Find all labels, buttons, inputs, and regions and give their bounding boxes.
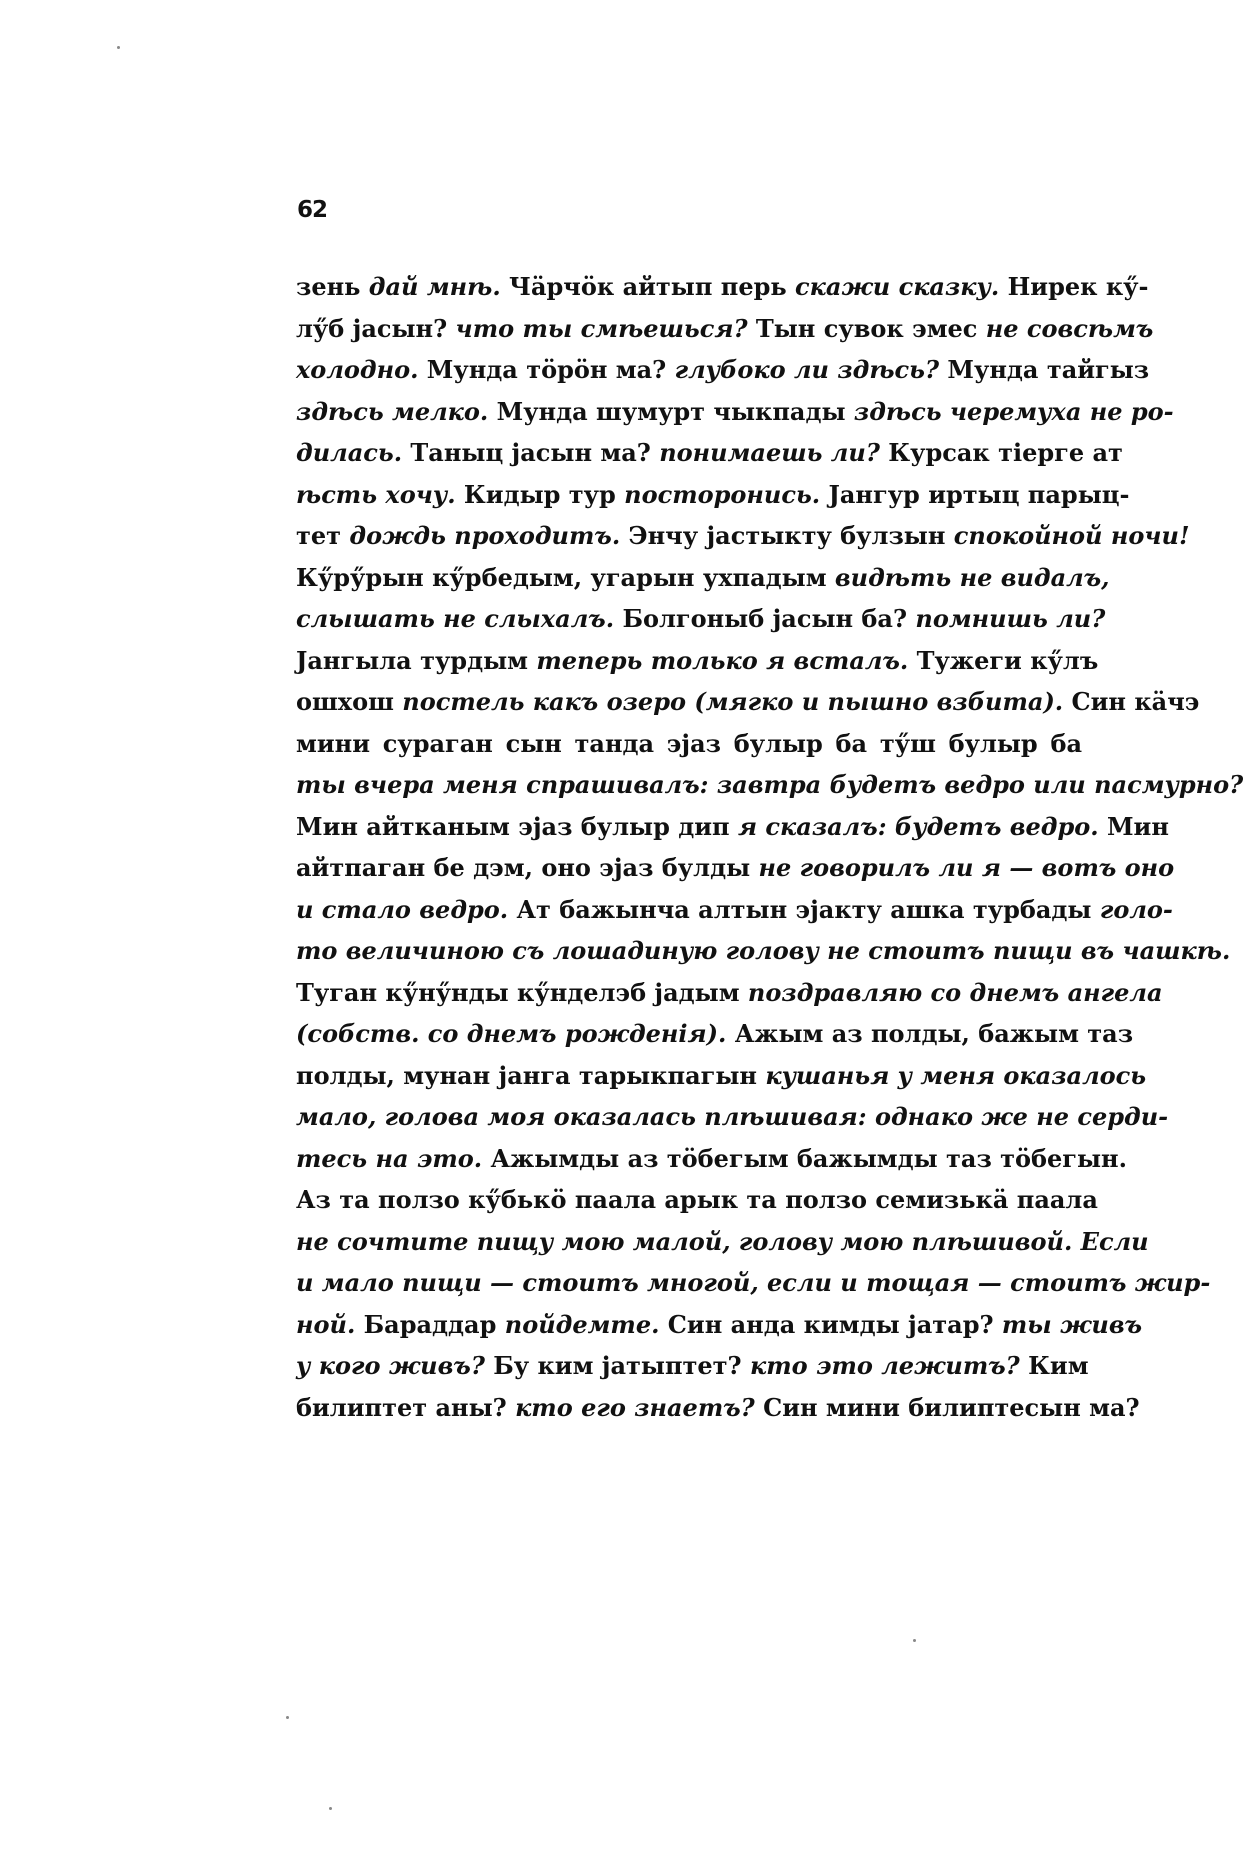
text-line xyxy=(296,806,1169,848)
ink-speck xyxy=(329,1807,332,1810)
text-line xyxy=(296,1013,1134,1055)
text-line xyxy=(296,391,1174,433)
italic-run: помнишь ли? xyxy=(915,604,1106,633)
italic-run: дилась. xyxy=(296,438,403,467)
text-run: Туган кӳнӳнды кӳнделэб jадым xyxy=(296,977,748,1007)
text-line xyxy=(296,432,1123,474)
italic-run: ной. xyxy=(296,1309,356,1339)
italic-run: поздравляю со днемъ ангела xyxy=(747,977,1163,1007)
text-run: ба xyxy=(1050,728,1082,758)
text-run: Тын сувок эмес xyxy=(747,313,986,343)
text-run: Син кäчэ xyxy=(1063,687,1200,716)
text-line xyxy=(296,723,1082,765)
text-run: Курсак тiерге ат xyxy=(879,438,1123,467)
text-run: Ажым аз полды, бажым таз xyxy=(726,1019,1134,1048)
text-run: полды, мунан jанга тарыкпагын xyxy=(296,1060,766,1090)
text-run: Ажымды аз тöбегым бажымды таз тöбегын. xyxy=(482,1143,1127,1173)
text-line xyxy=(296,930,1231,972)
text-run: Бараддар xyxy=(355,1309,505,1339)
italic-run: ѣсть хочу. xyxy=(296,479,456,509)
italic-run: постель какъ озеро (мягко и пышно взбита). xyxy=(402,687,1064,716)
italic-run: скажи сказку. xyxy=(795,272,1000,301)
text-run: тет xyxy=(296,521,350,550)
text-run: Кӳрӳрын кӳрбедым, угарын ухпадым xyxy=(296,562,835,592)
text-run: Мунда тöрöн ма? xyxy=(418,355,675,384)
text-run: Мунда тайгыз xyxy=(939,355,1150,384)
text-line xyxy=(296,1055,1147,1097)
text-line xyxy=(296,1387,1140,1429)
text-run: Таныц jасын ма? xyxy=(402,438,660,467)
italic-run: пойдемте. xyxy=(504,1309,660,1339)
text-run: ошхош xyxy=(296,687,403,716)
italic-run: дождь проходитъ. xyxy=(349,521,621,550)
text-run: Ат бажынча алтын эjакту ашка турбады xyxy=(508,894,1100,924)
text-line xyxy=(296,764,1243,806)
text-line xyxy=(296,972,1163,1014)
text-line xyxy=(296,557,1110,599)
italic-run: ты живъ xyxy=(1001,1309,1143,1339)
italic-run: кто это лежитъ? xyxy=(749,1351,1020,1380)
ink-speck xyxy=(117,46,120,49)
italic-run: здѣсь черемуха не ро- xyxy=(853,396,1174,426)
text-line xyxy=(296,308,1154,350)
italic-run: кушанья у меня оказалось xyxy=(765,1060,1147,1090)
text-run: Jангур иртыц парыц- xyxy=(820,479,1130,509)
text-line xyxy=(296,598,1106,640)
text-run: Син мини билиптесын ма? xyxy=(754,1392,1140,1422)
italic-run: (собств. со днемъ рожденія). xyxy=(296,1019,727,1048)
italic-run: дай мнѣ. xyxy=(368,272,501,301)
text-line xyxy=(296,1179,1098,1221)
text-run: зень xyxy=(296,272,369,301)
italic-run: посторонись. xyxy=(624,479,821,509)
page-text xyxy=(296,266,1243,1428)
text-line xyxy=(296,1345,1089,1387)
italic-run: мало, голова моя оказалась плѣшивая: однако же не серди- xyxy=(296,1102,1169,1131)
italic-run: то величиною съ лошадиную голову не стоитъ пищи въ чашкѣ. xyxy=(296,936,1231,965)
text-run: Кидыр тур xyxy=(455,479,625,509)
italic-run: я сказалъ: будетъ ведро. xyxy=(737,811,1099,841)
italic-run: видѣть не видалъ, xyxy=(834,562,1110,592)
ink-speck xyxy=(913,1639,916,1642)
text-line xyxy=(296,847,1175,889)
italic-run: понимаешь ли? xyxy=(659,438,880,467)
italic-run: глубоко ли здѣсь? xyxy=(674,355,940,384)
text-run: Ким xyxy=(1019,1351,1089,1380)
text-line xyxy=(296,640,1099,682)
text-run: Jангыла турдым xyxy=(296,645,537,675)
text-line xyxy=(296,266,1149,308)
text-run: Бу ким jатыптет? xyxy=(484,1351,750,1380)
text-run: Мунда шумурт чыкпады xyxy=(488,396,854,426)
text-line xyxy=(296,1304,1143,1346)
italic-run: не совсѣмъ xyxy=(985,313,1154,343)
italic-run: кто его знаетъ? xyxy=(515,1392,755,1422)
text-run: Энчу jастыкту булзын xyxy=(620,521,954,550)
italic-run: у кого живъ? xyxy=(296,1351,485,1380)
italic-run: здѣсь мелко. xyxy=(296,396,489,426)
italic-run: спокойной ночи! xyxy=(953,521,1190,550)
text-line xyxy=(296,1138,1127,1180)
italic-run: холодно. xyxy=(296,355,419,384)
text-run: Чäрчöк айтып перь xyxy=(500,272,796,301)
text-line xyxy=(296,1262,1211,1304)
text-line xyxy=(296,474,1130,516)
text-line xyxy=(296,1096,1169,1138)
page-number: 62 xyxy=(297,197,328,223)
text-run: Мин xyxy=(1098,811,1169,841)
italic-run: и стало ведро. xyxy=(296,894,509,924)
italic-run: что ты смѣешься? xyxy=(455,313,748,343)
text-line xyxy=(296,349,1150,391)
text-run: лӳб jасын? xyxy=(296,313,456,343)
italic-run: теперь только я всталъ. xyxy=(536,645,909,675)
text-run: Аз та ползо кӳбькö паала арык та ползо семизькä паала xyxy=(296,1185,1098,1214)
text-run: Нирек кӳ- xyxy=(999,272,1149,301)
italic-run: не говорилъ ли я — вотъ оно xyxy=(758,853,1175,882)
italic-run: слышать не слыхалъ. xyxy=(296,604,615,633)
text-run: Син анда кимды jатар? xyxy=(659,1309,1002,1339)
text-line xyxy=(296,515,1190,557)
italic-run: тесь на это. xyxy=(296,1143,483,1173)
text-run: Тужеги кӳлъ xyxy=(908,645,1099,675)
italic-run: не сочтите пищу мою малой, голову мою плѣшивой. Если xyxy=(296,1226,1149,1256)
text-run: Болгоныб jасын ба? xyxy=(614,604,916,633)
italic-run: ты вчера меня спрашивалъ: завтра будетъ ведро или пасмурно? xyxy=(296,770,1243,799)
italic-run: голо- xyxy=(1099,894,1173,924)
text-line xyxy=(296,681,1200,723)
text-run: Мин айтканым эjаз булыр дип xyxy=(296,811,738,841)
italic-run: и мало пищи — стоитъ многой, если и тощая — стоитъ жир- xyxy=(296,1268,1211,1297)
ink-speck xyxy=(286,1716,289,1719)
text-run: мини сураган сын танда эjаз булыр ба тӳш булыр xyxy=(296,728,1051,758)
text-run: билиптет аны? xyxy=(296,1392,516,1422)
text-line xyxy=(296,1221,1149,1263)
text-run: айтпаган бе дэм, оно эjаз булды xyxy=(296,853,759,882)
text-line xyxy=(296,889,1173,931)
